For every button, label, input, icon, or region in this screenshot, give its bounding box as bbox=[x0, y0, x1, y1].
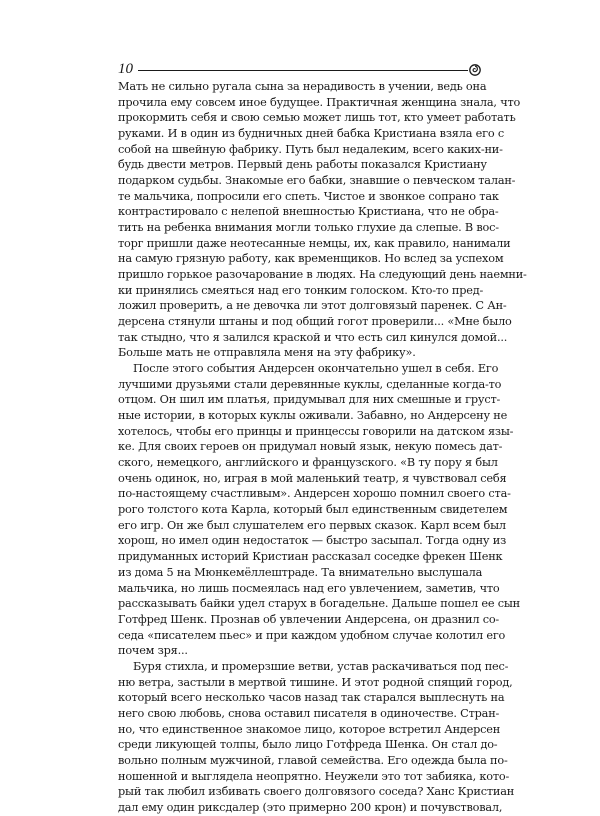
body-text bbox=[118, 79, 527, 816]
text-line: ке. Для своих героев он придумал новый язык, некую помесь дат- bbox=[118, 440, 503, 454]
paragraph bbox=[118, 659, 515, 816]
text-line: Мать не сильно ругала сына за нерадивость в учении, ведь она bbox=[118, 80, 487, 93]
text-line: ные истории, в которых куклы оживали. Забавно, но Андерсену не bbox=[118, 409, 508, 423]
text-line: ского, немецкого, английского и французского. «В ту пору я был bbox=[118, 456, 498, 470]
text-line: Буря стихла, и промерзшие ветви, устав раскачиваться под пес- bbox=[133, 659, 509, 673]
page-number: 10 bbox=[118, 61, 133, 77]
text-line: После этого события Андерсен окончательно ушел в себя. Его bbox=[133, 362, 499, 376]
paragraph bbox=[118, 79, 527, 361]
text-line: него свою любовь, снова оставил писателя в одиночестве. Стран- bbox=[118, 706, 500, 720]
text-line: Готфред Шенк. Прознав об увлечении Андерсена, он дразнил со- bbox=[118, 612, 500, 626]
page-header bbox=[118, 60, 482, 80]
text-line: хотелось, чтобы его принцы и принцессы говорили на датском язы- bbox=[118, 424, 514, 438]
text-line: его игр. Он же был слушателем его первых сказок. Карл всем был bbox=[118, 518, 506, 532]
text-line: лучшими друзьями стали деревянные куклы, сделанные когда-то bbox=[118, 377, 502, 391]
text-line: прочила ему совсем иное будущее. Практичная женщина знала, что bbox=[118, 95, 521, 109]
text-line: тить на ребенка внимания могли только глухие да слепые. В вос- bbox=[118, 221, 499, 235]
text-line: среди ликующей толпы, было лицо Готфреда Шенка. Он стал до- bbox=[118, 738, 498, 752]
paragraph bbox=[118, 361, 521, 659]
text-line: руками. И в один из будничных дней бабка Кристиана взяла его с bbox=[118, 127, 504, 141]
text-line: ношенной и выглядела неопрятно. Неужели это тот забияка, кото- bbox=[118, 769, 510, 783]
text-line: те мальчика, попросили его спеть. Чистое и звонкое сопрано так bbox=[118, 189, 499, 203]
text-line: который всего несколько часов назад так старался выплеснуть на bbox=[118, 691, 505, 705]
text-line: но, что единственное знакомое лицо, которое встретил Андерсен bbox=[118, 722, 501, 736]
text-line: пришло горькое разочарование в людях. На следующий день наемни- bbox=[118, 268, 527, 282]
text-line: прокормить себя и свою семью может лишь тот, кто умеет работать bbox=[118, 111, 516, 125]
text-line: рого толстого кота Карла, который был единственным свидетелем bbox=[118, 503, 508, 517]
text-line: дал ему один риксдалер (это примерно 200 крон) и почувствовал, bbox=[118, 800, 503, 814]
ornament-icon bbox=[468, 63, 482, 77]
text-line: вольно полным мужчиной, главой семейства. Его одежда была по- bbox=[118, 753, 508, 767]
text-line: ню ветра, застыли в мертвой тишине. И этот родной спящий город, bbox=[118, 675, 513, 689]
text-line: контрастировало с нелепой внешностью Кристиана, что не обра- bbox=[118, 205, 499, 219]
text-line: на самую грязную работу, как временщиков. Но вслед за успехом bbox=[118, 252, 504, 266]
text-line: торг пришли даже неотесанные немцы, их, как правило, нанимали bbox=[118, 236, 511, 250]
text-line: мальчика, но лишь посмеялась над его увлечением, заметив, что bbox=[118, 581, 500, 595]
text-line: так стыдно, что я залился краской и что есть сил кинулся домой... bbox=[118, 330, 508, 344]
text-line: рый так любил избивать своего долговязого соседа? Ханс Кристиан bbox=[118, 785, 515, 799]
text-line: очень одинок, но, играя в мой маленький театр, я чувствовал себя bbox=[118, 471, 507, 485]
text-line: рассказывать байки удел старух в богадельне. Дальше пошел ее сын bbox=[118, 597, 521, 611]
text-line: из дома 5 на Мюнкемёллештраде. Та внимательно выслушала bbox=[118, 565, 483, 579]
text-line: будь двести метров. Первый день работы показался Кристиану bbox=[118, 158, 487, 172]
text-line: собой на швейную фабрику. Путь был недалеким, всего каких-ни- bbox=[118, 142, 503, 156]
header-rule bbox=[138, 70, 468, 71]
text-line: по-настоящему счастливым». Андерсен хорошо помнил своего ста- bbox=[118, 487, 511, 501]
text-line: ложил проверить, а не девочка ли этот долговязый паренек. С Ан- bbox=[118, 299, 507, 313]
text-line: подарком судьбы. Знакомые его бабки, знавшие о певческом талан- bbox=[118, 174, 516, 188]
text-line: придуманных историй Кристиан рассказал соседке фрекен Шенк bbox=[118, 550, 503, 564]
text-line: седа «писателем пьес» и при каждом удобном случае колотил его bbox=[118, 628, 506, 642]
text-line: дерсена стянули штаны и под общий гогот проверили... «Мне было bbox=[118, 315, 512, 329]
text-line: отцом. Он шил им платья, придумывал для них смешные и груст- bbox=[118, 393, 501, 407]
text-line: ки принялись смеяться над его тонким голоском. Кто-то пред- bbox=[118, 283, 484, 297]
text-line: Больше мать не отправляла меня на эту фабрику». bbox=[118, 346, 416, 360]
text-line: хорош, но имел один недостаток — быстро засыпал. Тогда одну из bbox=[118, 534, 507, 548]
text-line: почем зря... bbox=[118, 644, 188, 658]
